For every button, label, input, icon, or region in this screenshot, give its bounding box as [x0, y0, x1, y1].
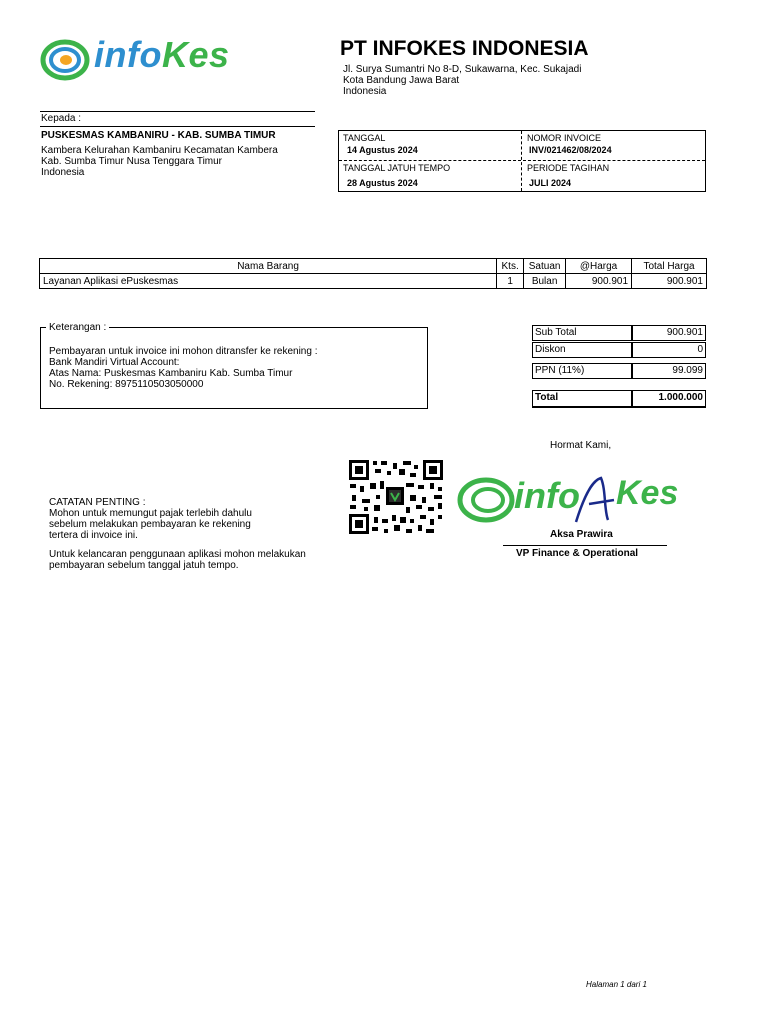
signature-stamp-logo — [456, 470, 696, 526]
table-header-row — [40, 259, 707, 274]
column-header-kts: Kts. — [497, 259, 524, 274]
ppn-value: 99.099 — [632, 363, 706, 379]
column-header-satuan: Satuan — [524, 259, 566, 274]
subtotal-row — [532, 325, 706, 341]
company-address-line: Kota Bandung Jawa Barat — [343, 75, 460, 86]
keterangan-text — [49, 346, 317, 390]
spacer — [49, 541, 306, 549]
keterangan-line: Bank Mandiri Virtual Account: — [49, 357, 180, 368]
divider — [521, 131, 522, 191]
column-header-nama-barang: Nama Barang — [40, 259, 497, 274]
divider — [339, 160, 705, 161]
column-header-total-harga: Total Harga — [632, 259, 707, 274]
subtotal-value: 900.901 — [632, 325, 706, 341]
diskon-row — [532, 342, 706, 358]
diskon-label: Diskon — [532, 342, 632, 358]
subtotal-label: Sub Total — [532, 325, 632, 341]
catatan-line: Mohon untuk memungut pajak terlebih dahulu — [49, 508, 252, 519]
company-address-line: Jl. Surya Sumantri No 8-D, Sukawarna, Kec. Sukajadi — [343, 64, 582, 75]
logo-wordmark-kes: Kes — [161, 34, 230, 75]
catatan-title: CATATAN PENTING : — [49, 497, 146, 508]
cell-total-harga: 900.901 — [632, 274, 707, 289]
jatuh-tempo-value: 28 Agustus 2024 — [347, 178, 418, 188]
table-row — [40, 274, 707, 289]
tanggal-label: TANGGAL — [343, 133, 386, 143]
cell-satuan: Bulan — [524, 274, 566, 289]
customer-address-line: Indonesia — [41, 167, 85, 178]
keterangan-box — [40, 322, 428, 409]
periode-tagihan-value: JULI 2024 — [529, 178, 572, 188]
signer-title: VP Finance & Operational — [516, 548, 639, 559]
catatan-penting — [49, 497, 306, 571]
customer-name: PUSKESMAS KAMBANIRU - KAB. SUMBA TIMUR — [41, 130, 276, 141]
nomor-invoice-label: NOMOR INVOICE — [527, 133, 602, 143]
customer-address-line: Kab. Sumba Timur Nusa Tenggara Timur — [41, 156, 223, 167]
logo-wordmark-info: info — [94, 34, 162, 75]
keterangan-line: Pembayaran untuk invoice ini mohon ditransfer ke rekening : — [49, 346, 318, 357]
keterangan-line: No. Rekening: 8975110503050000 — [49, 379, 204, 390]
signature-line — [503, 545, 667, 546]
keterangan-title: Keterangan : — [46, 322, 109, 333]
tanggal-value: 14 Agustus 2024 — [347, 145, 418, 155]
diskon-value: 0 — [632, 342, 706, 358]
kepada-label: Kepada : — [41, 113, 82, 124]
total-value: 1.000.000 — [632, 390, 706, 408]
catatan-line: tertera di invoice ini. — [49, 530, 138, 541]
divider — [40, 126, 315, 127]
catatan-line: pembayaran sebelum tanggal jatuh tempo. — [49, 560, 239, 571]
jatuh-tempo-label: TANGGAL JATUH TEMPO — [343, 163, 451, 173]
infokes-logo — [40, 36, 230, 84]
catatan-line: sebelum melakukan pembayaran ke rekening — [49, 519, 251, 530]
company-address-line: Indonesia — [343, 86, 387, 97]
column-header-harga: @Harga — [566, 259, 632, 274]
svg-text:info: info — [514, 475, 580, 516]
periode-tagihan-label: PERIODE TAGIHAN — [527, 163, 610, 173]
greeting: Hormat Kami, — [550, 440, 612, 451]
cell-nama-barang: Layanan Aplikasi ePuskesmas — [40, 274, 497, 289]
page-number: Halaman 1 dari 1 — [586, 980, 647, 989]
ppn-label: PPN (11%) — [532, 363, 632, 379]
svg-text:Kes: Kes — [616, 474, 679, 512]
customer-address-line: Kambera Kelurahan Kambaniru Kecamatan Kambera — [41, 145, 278, 156]
signer-name: Aksa Prawira — [550, 529, 613, 540]
cell-harga: 900.901 — [566, 274, 632, 289]
logo-wordmark — [94, 34, 230, 76]
items-table — [39, 258, 707, 289]
customer-address — [41, 145, 321, 178]
cell-kts: 1 — [497, 274, 524, 289]
ppn-row — [532, 363, 706, 379]
total-row — [532, 390, 706, 408]
company-address — [343, 64, 581, 97]
catatan-line: Untuk kelancaran penggunaan aplikasi mohon melakukan — [49, 549, 306, 560]
total-label: Total — [532, 390, 632, 408]
company-name: PT INFOKES INDONESIA — [340, 37, 589, 60]
divider — [40, 111, 315, 112]
invoice-info-box — [338, 130, 706, 192]
nomor-invoice-value: INV/021462/08/2024 — [529, 145, 612, 155]
infokes-swirl-icon — [40, 36, 94, 84]
qr-code-icon — [348, 459, 444, 535]
keterangan-line: Atas Nama: Puskesmas Kambaniru Kab. Sumba Timur — [49, 368, 293, 379]
